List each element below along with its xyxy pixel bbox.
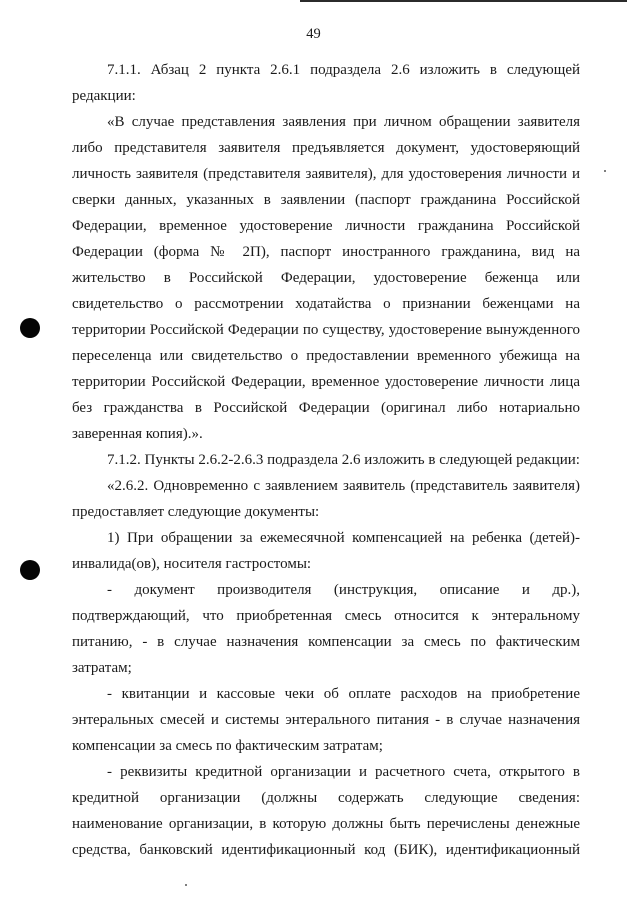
paragraph-quote-identity-documents: «В случае представления заявления при личном обращении заявителя либо представителя заявителя предъявляется документ, удостоверяющий личность заявителя (представителя заявителя), для удостоверения личности и сверки данных, указанных в заявлении (паспорт гражданина Российской Федерации, временное удостоверение личности гражданина Российской Федерации (форма № 2П), паспорт иностранного гражданина, вид на жительство в Российской Федерации, удостоверение беженца или свидетельство о рассмотрении ходатайства о признании беженцами на территории Российской Федерации по существу, удостоверение вынужденного переселенца или свидетельство о предоставлении временного убежища на территории Российской Федерации, временное удостоверение личности лица без гражданства в Российской Федерации (оригинал либо нотариально заверенная копия).». xyxy=(72,114,580,442)
scan-top-edge xyxy=(300,0,627,2)
paragraph-bullet-bank-details: - реквизиты кредитной организации и расчетного счета, открытого в кредитной организации (должны содержать следующие сведения: наименование организации, в которую должны быть перечислены денежные средства, банковский идентификационный код (БИК), идентификационный xyxy=(72,764,580,858)
punch-hole xyxy=(20,318,40,338)
page-number: 49 xyxy=(306,26,321,42)
paragraph-bullet-manufacturer-document: - документ производителя (инструкция, описание и др.), подтверждающий, что приобретенная смесь относится к энтеральному питанию, - в случае назначения компенсации за смесь по фактическим затратам; xyxy=(72,582,580,676)
scan-speck xyxy=(185,884,187,886)
paragraph-7-1-2: 7.1.2. Пункты 2.6.2-2.6.3 подраздела 2.6 изложить в следующей редакции: xyxy=(107,452,580,468)
paragraph-2-6-2: «2.6.2. Одновременно с заявлением заявитель (представитель заявителя) предоставляет следующие документы: xyxy=(72,478,580,520)
punch-hole xyxy=(20,560,40,580)
paragraph-7-1-1: 7.1.1. Абзац 2 пункта 2.6.1 подраздела 2.6 изложить в следующей редакции: xyxy=(72,62,580,104)
document-body xyxy=(72,57,580,863)
scan-speck xyxy=(604,170,606,172)
paragraph-item-1: 1) При обращении за ежемесячной компенсацией на ребенка (детей)-инвалида(ов), носителя гастростомы: xyxy=(72,530,580,572)
paragraph-bullet-receipts: - квитанции и кассовые чеки об оплате расходов на приобретение энтеральных смесей и системы энтерального питания - в случае назначения компенсации за смесь по фактическим затратам; xyxy=(72,686,580,754)
